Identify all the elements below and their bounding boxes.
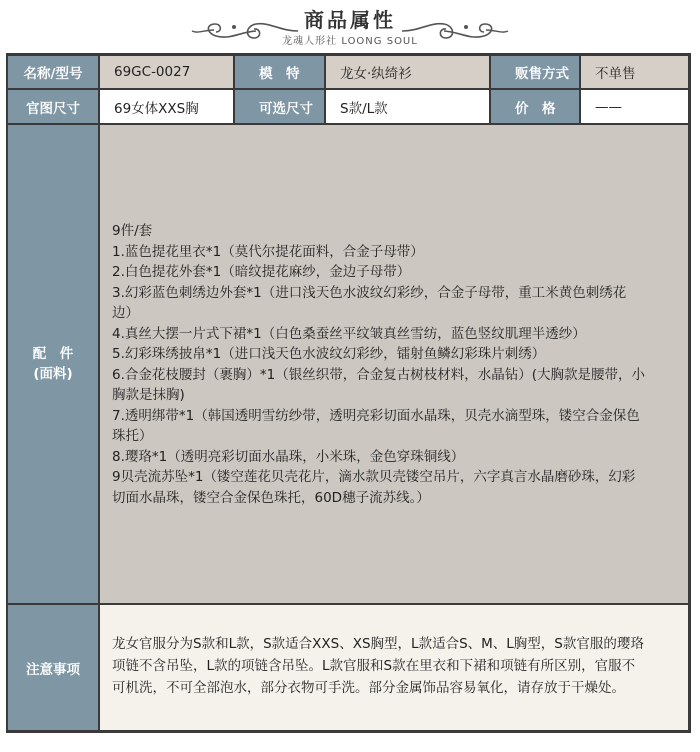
price-label: 价 格 — [491, 90, 579, 123]
accessories-label-main: 配 件 — [32, 346, 74, 362]
list-item: 8.璎珞*1（透明亮彩切面水晶珠，小米珠，金色穿珠铜线） — [112, 448, 465, 465]
name-label: 名称/型号 — [8, 56, 98, 88]
accessories-content — [100, 125, 688, 603]
list-item: 5.幻彩珠绣披帛*1（进口浅天色水波纹幻彩纱，镭射鱼鳞幻彩珠片刺绣） — [112, 346, 546, 362]
list-item: 7.透明绑带*1（韩国透明雪纺纱带，透明亮彩切面水晶珠，贝壳水滴型珠，镂空合金保色 — [112, 407, 640, 424]
list-item: 9贝壳流苏坠*1（镂空莲花贝壳花片，滴水款贝壳镂空吊片，六字真言水晶磨砂珠，幻彩 — [112, 469, 636, 485]
page-title: 商品属性 — [304, 8, 396, 32]
notes-line: 龙女官服分为S款和L款，S款适合XXS、XS胸型，L款适合S、M、L胸型，S款官服的璎珞 — [112, 636, 644, 652]
list-item: 6.合金花枝腰封（裹胸）*1（银丝织带，合金复古树枝材料，水晶钻）(大胸款是腰带，小 — [112, 366, 645, 383]
sale-method-value: 不单售 — [581, 56, 688, 88]
list-item: 4.真丝大摆一片式下裙*1（白色桑蚕丝平纹皱真丝雪纺，蓝色竖纹肌理半透纱） — [112, 325, 586, 342]
model-label: 模 特 — [235, 56, 324, 88]
model-value: 龙女·纨绮衫 — [326, 56, 489, 88]
sale-method-label: 贩售方式 — [491, 56, 579, 88]
list-item: 9件/套 — [112, 223, 153, 239]
options-label: 可选尺寸 — [235, 90, 324, 123]
page-header — [0, 0, 700, 50]
accessories-label — [8, 125, 98, 603]
notes-line: 项链不含吊坠，L款的项链含吊坠。L款官服和S款在里衣和下裙和项链有所区别，官服不 — [112, 658, 636, 674]
options-value: S款/L款 — [326, 90, 489, 123]
name-value: 69GC-0027 — [100, 56, 233, 88]
notes-label: 注意事项 — [8, 605, 98, 730]
list-item: 1.蓝色提花里衣*1（莫代尔提花面料，合金子母带） — [112, 243, 424, 260]
notes-line: 可机洗，不可全部泡水，部分衣物可手洗。部分金属饰品容易氧化，请存放于干燥处。 — [112, 680, 625, 696]
list-item: 2.白色提花外套*1（暗纹提花麻纱，金边子母带） — [112, 264, 411, 280]
list-item: 珠托） — [112, 428, 153, 444]
size-value: 69女体XXS胸 — [100, 90, 233, 123]
list-item: 切面水晶珠，镂空合金保色珠托，60D穗子流苏线。） — [112, 489, 430, 506]
accessories-list — [112, 221, 680, 508]
size-label: 官图尺寸 — [8, 90, 98, 123]
price-value: —— — [581, 90, 688, 123]
list-item: 边） — [112, 305, 139, 321]
list-item: 胸款是抹胸) — [112, 387, 185, 403]
attribute-table — [6, 53, 691, 733]
accessories-label-sub: (面料) — [33, 366, 73, 382]
notes-content — [100, 605, 688, 730]
brand-subtitle: 龙魂人形社 LOONG SOUL — [282, 36, 418, 47]
list-item: 3.幻彩蓝色刺绣边外套*1（进口浅天色水波纹幻彩纱，合金子母带，重工米黄色刺绣花 — [112, 284, 627, 301]
